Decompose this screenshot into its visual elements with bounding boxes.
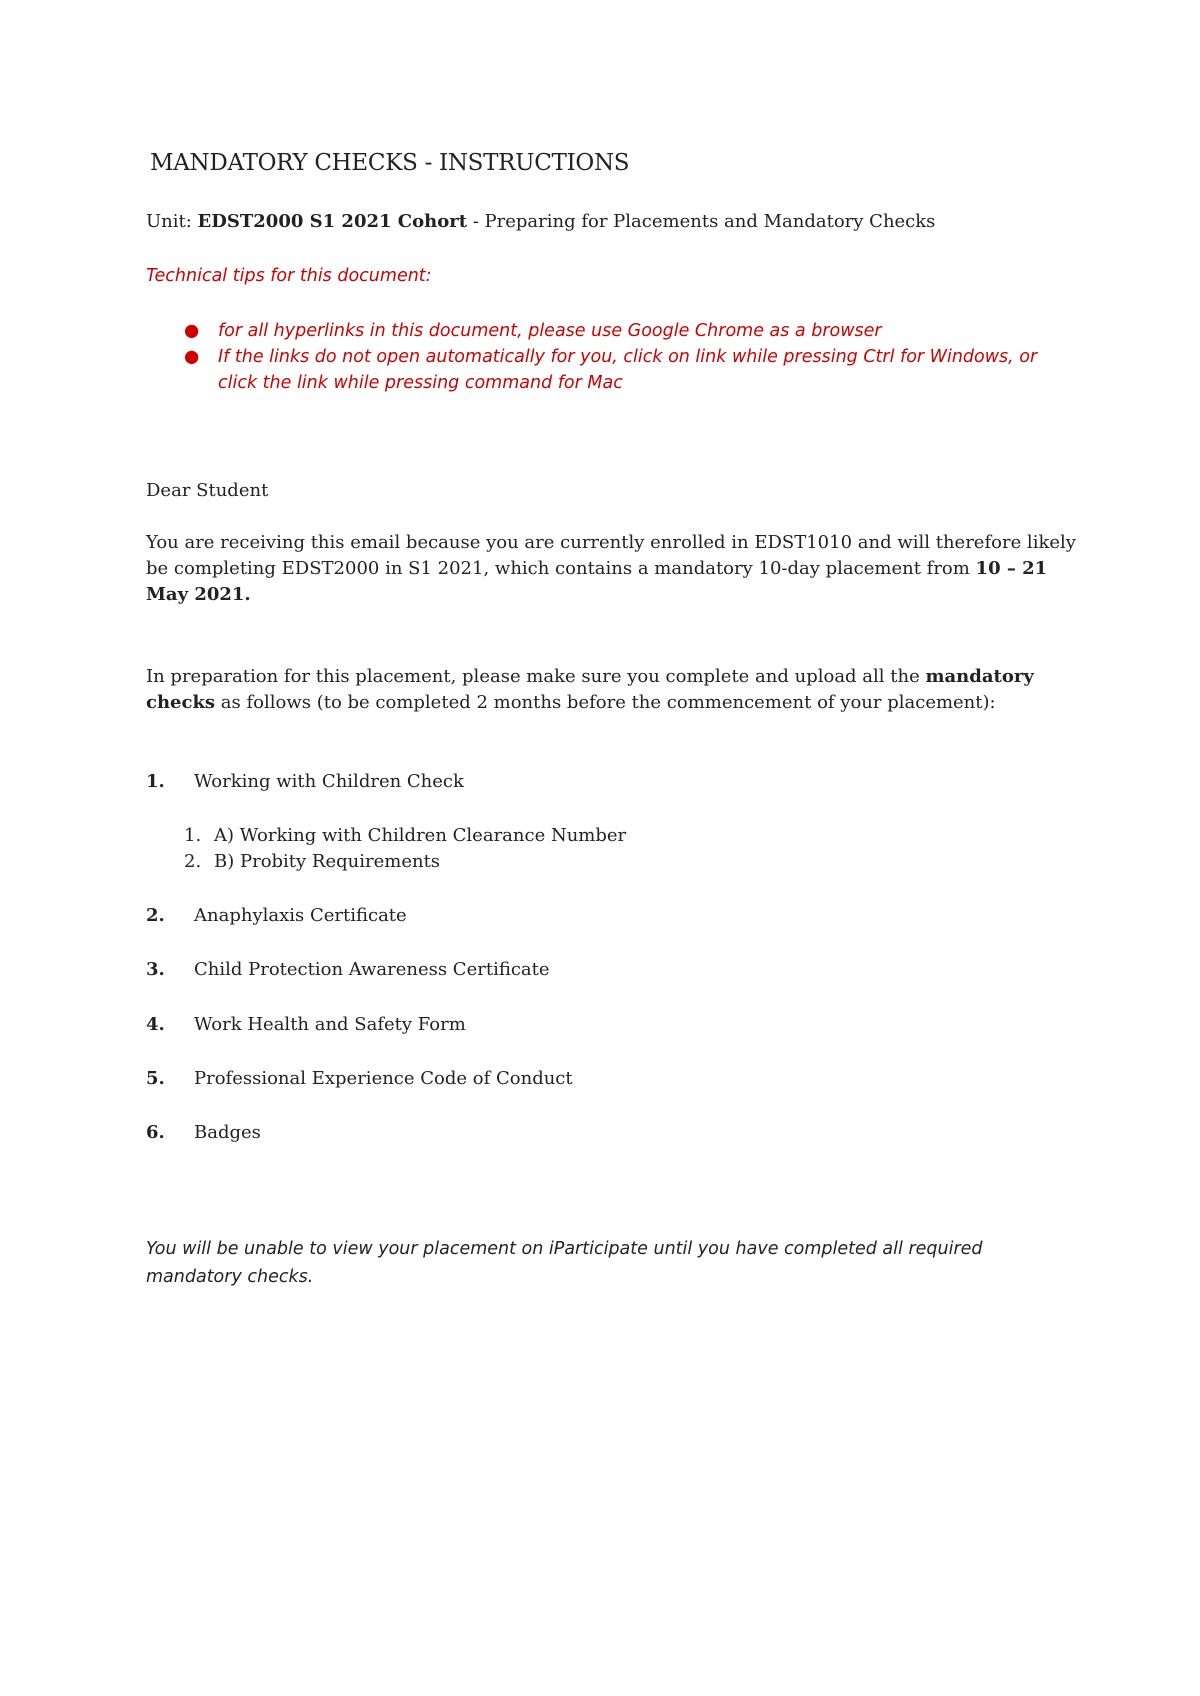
technical-tip-text: for all hyperlinks in this document, please use Google Chrome as a browser bbox=[218, 321, 882, 341]
technical-tip-item bbox=[180, 318, 1080, 344]
enrolment-text: You are receiving this email because you are currently enrolled in EDST1010 and will therefore likely be completing EDST2000 in S1 2021, which contains a mandatory 10-day placement from bbox=[146, 532, 1076, 579]
check-item bbox=[146, 1121, 261, 1145]
unit-label: Unit: bbox=[146, 211, 198, 232]
check-label: Work Health and Safety Form bbox=[194, 1014, 466, 1035]
check-number: 5. bbox=[146, 1068, 165, 1089]
placement-dates: 10 – 21 May 2021. bbox=[146, 558, 1048, 605]
document-title: MANDATORY CHECKS - INSTRUCTIONS bbox=[150, 150, 630, 176]
check-label: Child Protection Awareness Certificate bbox=[194, 959, 550, 980]
check-item bbox=[146, 1013, 466, 1037]
check-label: Professional Experience Code of Conduct bbox=[194, 1068, 573, 1089]
check-number: 2. bbox=[146, 905, 165, 926]
check-number: 6. bbox=[146, 1122, 165, 1143]
mandatory-checks-emphasis: mandatory checks bbox=[146, 666, 1034, 713]
sub-check-label: A) Working with Children Clearance Number bbox=[214, 825, 627, 846]
check-label: Anaphylaxis Certificate bbox=[194, 905, 407, 926]
greeting: Dear Student bbox=[146, 480, 269, 501]
unit-line bbox=[146, 210, 935, 234]
preparation-paragraph bbox=[146, 664, 1076, 716]
bullet-icon: ● bbox=[184, 347, 200, 367]
preparation-text-before: In preparation for this placement, please make sure you complete and upload all the bbox=[146, 666, 926, 687]
check-item bbox=[146, 1067, 573, 1091]
sub-check-number: 2. bbox=[184, 851, 202, 872]
check-number: 4. bbox=[146, 1014, 165, 1035]
bullet-icon: ● bbox=[184, 321, 200, 341]
sub-check-item bbox=[184, 824, 626, 848]
enrolment-paragraph bbox=[146, 530, 1076, 608]
check-number: 1. bbox=[146, 771, 165, 792]
unit-code: EDST2000 S1 2021 Cohort bbox=[197, 211, 468, 232]
technical-tips-heading: Technical tips for this document: bbox=[146, 266, 432, 286]
check-number: 3. bbox=[146, 959, 165, 980]
sub-check-item bbox=[184, 850, 440, 874]
check-item bbox=[146, 904, 407, 928]
check-item bbox=[146, 958, 550, 982]
sub-check-label: B) Probity Requirements bbox=[214, 851, 441, 872]
preparation-text-after: as follows (to be completed 2 months before the commencement of your placement): bbox=[215, 692, 996, 713]
placement-visibility-note: You will be unable to view your placement on iParticipate until you have completed all required mandatory checks. bbox=[146, 1239, 983, 1287]
sub-check-number: 1. bbox=[184, 825, 202, 846]
technical-tip-item bbox=[180, 344, 1080, 396]
technical-tips-list bbox=[180, 318, 1080, 396]
unit-description: - Preparing for Placements and Mandatory Checks bbox=[467, 211, 936, 232]
check-label: Working with Children Check bbox=[194, 771, 464, 792]
check-item bbox=[146, 770, 464, 794]
technical-tip-text: If the links do not open automatically for you, click on link while pressing Ctrl for Windows, or click the link while pressing command for Mac bbox=[218, 347, 1038, 393]
check-label: Badges bbox=[194, 1122, 261, 1143]
